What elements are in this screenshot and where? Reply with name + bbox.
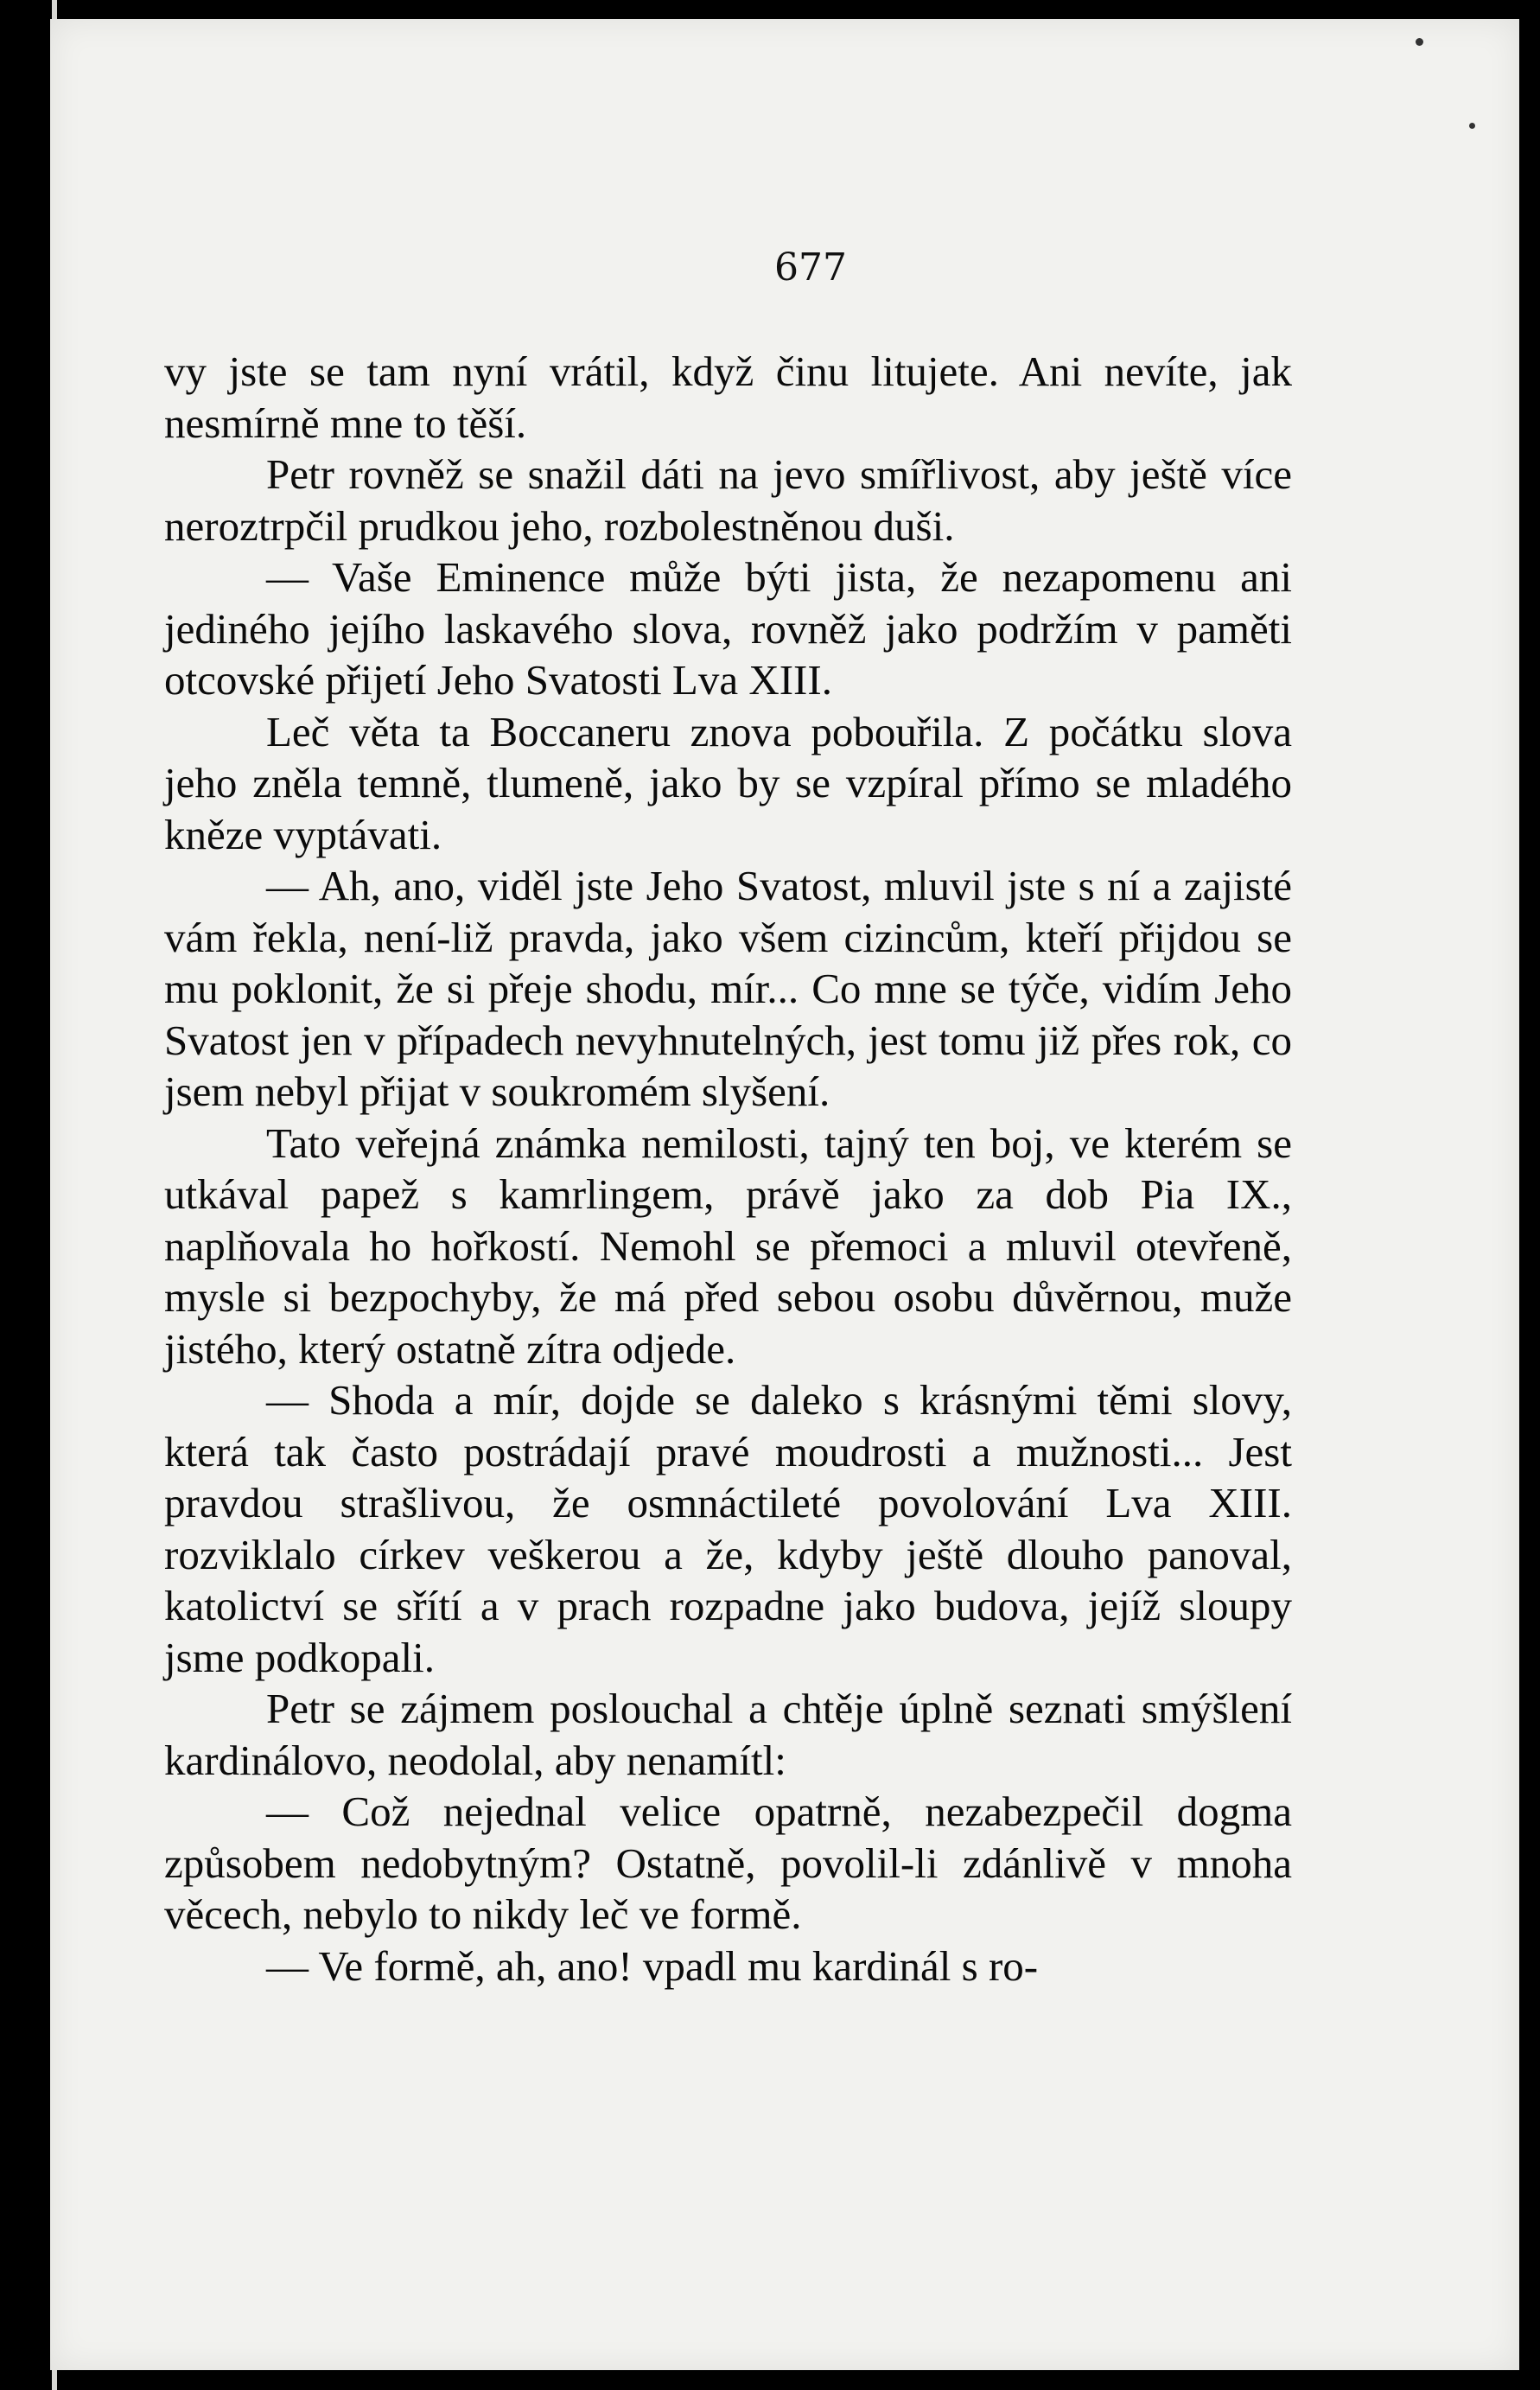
paragraph: Leč věta ta Boccaneru znova pobouřila. Z počátku slova jeho zněla temně, tlumeně, jako by se vzpíral přímo se mladého kněze vyptávati. (164, 707, 1292, 858)
page-number: 677 (774, 245, 847, 290)
ink-speck (1469, 123, 1475, 129)
paragraph: — Shoda a mír, dojde se daleko s krásnými těmi slovy, která tak často postrádají pravé moudrosti a mužnosti... Jest pravdou strašlivou, že osmnáctileté povolování Lva XIII. rozviklalo církev veškerou a že, kdyby ještě dlouho panoval, katolictví se sřítí a v prach rozpadne jako budova, jejíž sloupy jsme podkopali. (164, 1376, 1292, 1681)
paragraph: vy jste se tam nyní vrátil, když činu litujete. Ani nevíte, jak nesmírně mne to těší. (164, 347, 1292, 447)
paragraph: Petr rovněž se snažil dáti na jevo smířlivost, aby ještě více neroztrpčil prudkou jeho, rozbolestněnou duši. (164, 450, 1292, 550)
ink-speck (1416, 38, 1423, 46)
paragraph: — Což nejednal velice opatrně, nezabezpečil dogma způsobem nedobytným? Ostatně, povolil-li zdánlivě v mnoha věcech, nebylo to nikdy leč ve formě. (164, 1788, 1292, 1938)
paragraph: Petr se zájmem poslouchal a chtěje úplně seznati smýšlení kardinálovo, neodolal, aby nenamítl: (164, 1685, 1292, 1784)
paragraph: — Ve formě, ah, ano! vpadl mu kardinál s ro- (266, 1941, 1039, 1990)
body-text (164, 346, 1292, 1992)
paragraph: Tato veřejná známka nemilosti, tajný ten boj, ve kterém se utkával papež s kamrlingem, právě jako za dob Pia IX., naplňovala ho hořkostí. Nemohl se přemoci a mluvil otevřeně, mysle si bezpochyby, že má před sebou osobu důvěrnou, muže jistého, který ostatně zítra odjede. (164, 1119, 1292, 1373)
paragraph: — Vaše Eminence může býti jista, že nezapomenu ani jediného jejího laskavého slova, rovněž jako podržím v paměti otcovské přijetí Jeho Svatosti Lva XIII. (164, 553, 1292, 704)
paragraph: — Ah, ano, viděl jste Jeho Svatost, mluvil jste s ní a zajisté vám řekla, není-liž pravda, jako všem cizincům, kteří přijdou se mu poklonit, že si přeje shodu, mír... Co mne se týče, vidím Jeho Svatost jen v případech nevyhnutelných, jest tomu již přes rok, co jsem nebyl přijat v soukromém slyšení. (164, 862, 1292, 1115)
